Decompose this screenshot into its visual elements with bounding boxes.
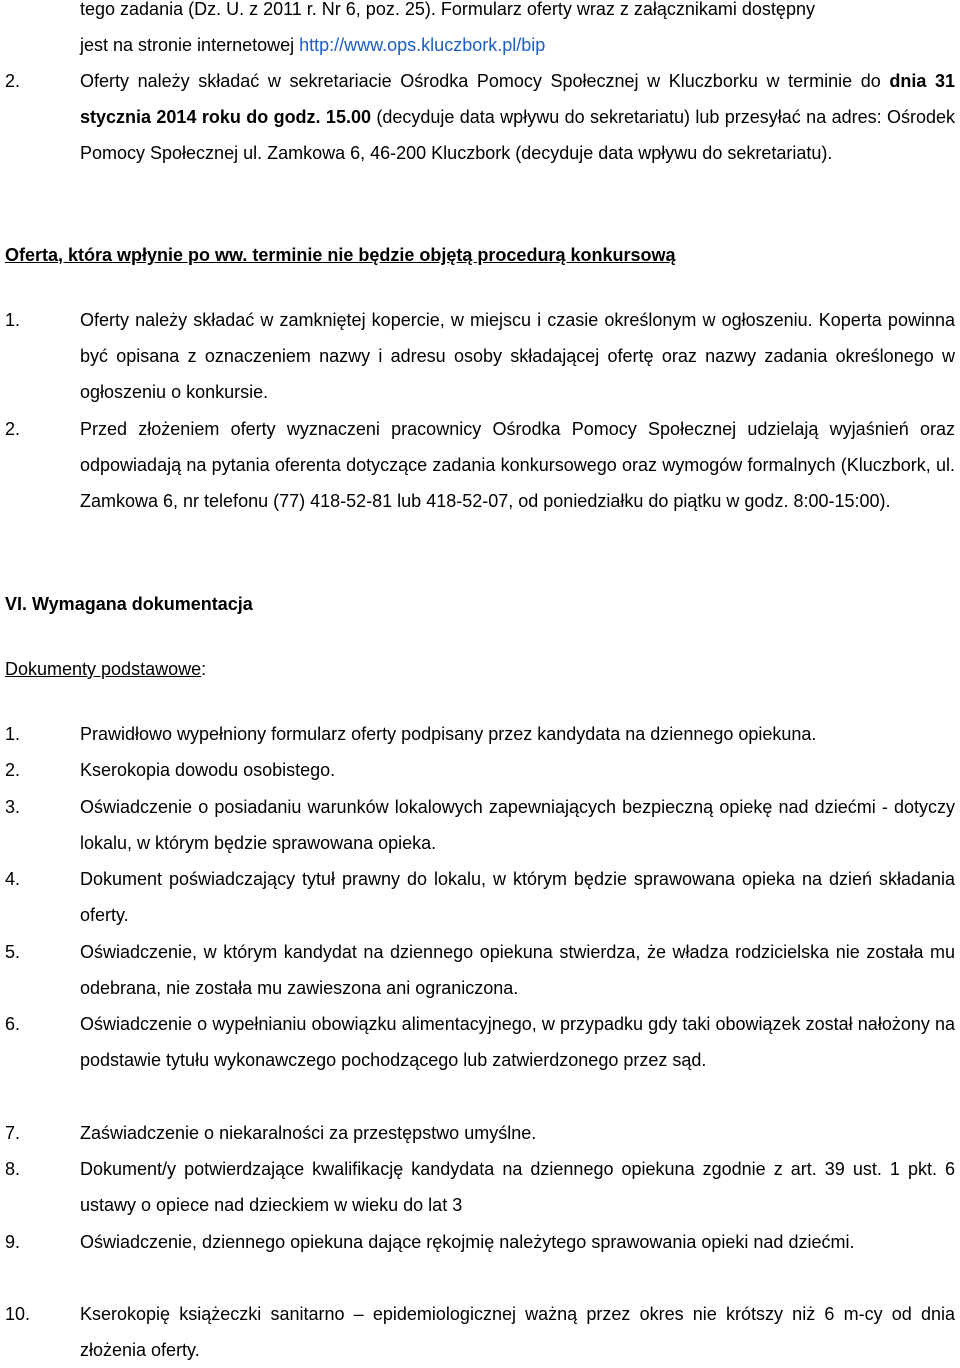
late-notice: Oferta, która wpłynie po ww. terminie nie będzie objętą procedurą konkursową <box>5 245 676 265</box>
submission-pre: Oferty należy składać w sekretariacie Ośrodka Pomocy Społecznej w Kluczborku w terminie do <box>80 71 890 91</box>
document-text: Dokument poświadczający tytuł prawny do lokalu, w którym będzie sprawowana opieka na dzień składania oferty. <box>80 869 955 925</box>
document-text: Dokument/y potwierdzające kwalifikację kandydata na dziennego opiekuna zgodnie z art. 39 ust. 1 pkt. 6 ustawy o opiece nad dzieckiem w wieku do lat 3 <box>80 1159 955 1215</box>
document-text: Oświadczenie, w którym kandydat na dziennego opiekuna stwierdza, że władza rodzicielska nie została mu odebrana, nie została mu zawieszona ani ograniczona. <box>80 942 955 998</box>
document-text: Oświadczenie o posiadaniu warunków lokalowych zapewniających bezpieczną opiekę nad dziećmi - dotyczy lokalu, w którym będzie sprawowana opieka. <box>80 797 955 853</box>
section-title: VI. Wymagana dokumentacja <box>5 594 253 614</box>
rule-number: 2. <box>5 419 21 439</box>
document-number: 3. <box>5 797 21 817</box>
document-number: 9. <box>5 1232 21 1252</box>
document-number: 7. <box>5 1123 21 1143</box>
document-text: Kserokopia dowodu osobistego. <box>80 760 336 780</box>
document-number: 1. <box>5 724 21 744</box>
submission-deadline: dnia 31 stycznia 2014 roku do godz. 15.00 <box>80 71 956 127</box>
document-text: Oświadczenie o wypełnianiu obowiązku alimentacyjnego, w przypadku gdy taki obowiązek został nałożony na podstawie tytułu wykonawczego pochodzącego lub zatwierdzonego przez sąd. <box>80 1014 955 1070</box>
intro-line-1: tego zadania (Dz. U. z 2011 r. Nr 6, poz. 25). Formularz oferty wraz z załącznikami dostępny <box>80 0 815 19</box>
intro-line-2-text: jest na stronie internetowej <box>80 35 300 55</box>
submission-post: (decyduje data wpływu do sekretariatu) lub przesyłać na adres: Ośrodek Pomocy Społecznej ul. Zamkowa 6, 46-200 Kluczbork (decyduje data wpływu do sekretariatu). <box>80 107 956 163</box>
docs-label-colon: : <box>201 659 207 679</box>
document-item <box>5 1151 955 1223</box>
docs-label-text: Dokumenty podstawowe <box>5 659 202 679</box>
document-item <box>5 789 955 861</box>
document-text: Zaświadczenie o niekaralności za przestępstwo umyślne. <box>80 1123 537 1143</box>
document-item <box>5 1296 955 1368</box>
docs-label <box>5 651 206 687</box>
document-text: Prawidłowo wypełniony formularz oferty podpisany przez kandydata na dziennego opiekuna. <box>80 724 817 744</box>
document-number: 6. <box>5 1014 21 1034</box>
document-number: 4. <box>5 869 21 889</box>
rule-text: Oferty należy składać w zamkniętej kopercie, w miejscu i czasie określonym w ogłoszeniu. Koperta powinna być opisana z oznaczeniem nazwy i adresu osoby składającej ofertę oraz nazwy zadania określonego w ogłoszeniu o konkursie. <box>80 310 955 402</box>
rule-number: 1. <box>5 310 21 330</box>
submission-item <box>5 63 955 171</box>
submission-text <box>80 63 955 171</box>
document-item <box>5 1115 955 1151</box>
document-text: Oświadczenie, dziennego opiekuna dające rękojmię należytego sprawowania opieki nad dziećmi. <box>80 1232 855 1252</box>
document-number: 5. <box>5 942 21 962</box>
bip-link[interactable]: http://www.ops.kluczbork.pl/bip <box>299 35 546 55</box>
rule-item <box>5 302 955 410</box>
document-text: Kserokopię książeczki sanitarno – epidemiologicznej ważną przez okres nie krótszy niż 6 m-cy od dnia złożenia oferty. <box>80 1304 955 1360</box>
document-item <box>5 1224 955 1260</box>
intro-line-2 <box>80 27 955 63</box>
rule-text: Przed złożeniem oferty wyznaczeni pracownicy Ośrodka Pomocy Społecznej udzielają wyjaśnień oraz odpowiadają na pytania oferenta dotyczące zadania konkursowego oraz wymogów formalnych (Kluczbork, ul. Zamkowa 6, nr telefonu (77) 418-52-81 lub 418-52-07, od poniedziałku do piątku w godz. 8:00-15:00). <box>80 419 955 511</box>
rule-item <box>5 411 955 519</box>
document-item <box>5 752 955 788</box>
document-item <box>5 861 955 933</box>
document-item <box>5 716 955 752</box>
document-number: 10. <box>5 1304 31 1324</box>
document-item <box>5 1006 955 1078</box>
submission-number: 2. <box>5 71 21 91</box>
document-item <box>5 934 955 1006</box>
document-number: 2. <box>5 760 21 780</box>
document-number: 8. <box>5 1159 21 1179</box>
